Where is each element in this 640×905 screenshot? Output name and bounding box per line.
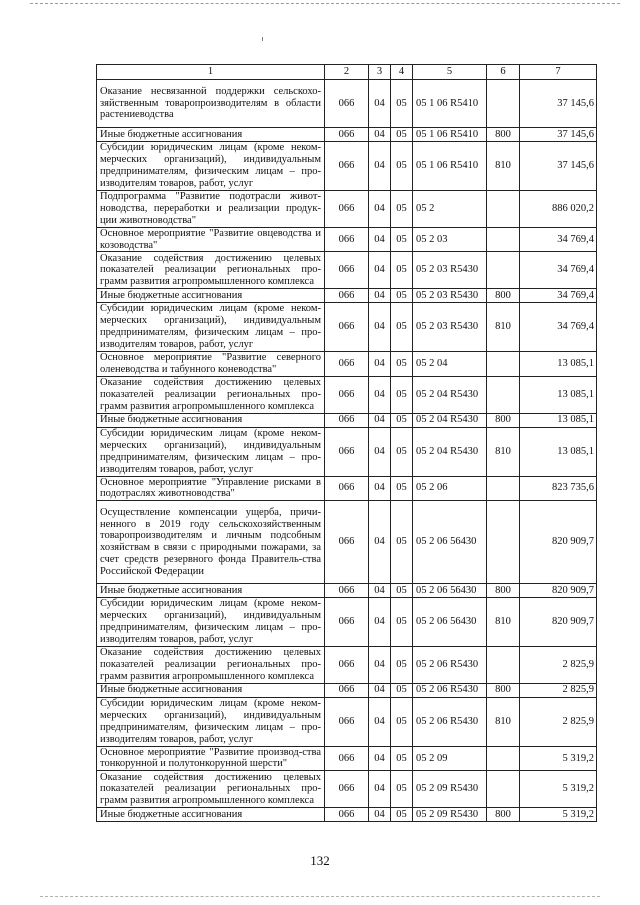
row-section-cell: 04: [369, 697, 391, 746]
row-name-cell: Субсидии юридическим лицам (кроме неком-мерческих организаций), индивидуальным предпринимателям, физическим лицам – про-изводителям товаров, работ, услуг: [97, 142, 325, 191]
row-subsection-cell: 05: [391, 252, 413, 289]
row-subsection-cell: 05: [391, 476, 413, 501]
row-subsection-cell: 05: [391, 80, 413, 128]
row-amount-cell: 34 769,4: [520, 227, 597, 252]
row-amount-cell: 37 145,6: [520, 128, 597, 142]
table-row: [97, 190, 597, 227]
row-subsection-cell: 05: [391, 413, 413, 427]
row-section-cell: 04: [369, 646, 391, 683]
row-section-cell: 04: [369, 289, 391, 303]
row-target-article-cell: 05 2 03 R5430: [413, 289, 487, 303]
row-amount-cell: 5 319,2: [520, 746, 597, 771]
row-code-cell: 066: [325, 142, 369, 191]
table-body: [97, 65, 597, 822]
page-number: 132: [310, 853, 330, 868]
row-name-cell: Оказание содействия достижению целевых показателей реализации региональных про-грамм развития агропромышленного комплекса: [97, 376, 325, 413]
row-amount-cell: 2 825,9: [520, 683, 597, 697]
row-target-article-cell: 05 2 06 56430: [413, 584, 487, 598]
row-target-article-cell: 05 2 04 R5430: [413, 413, 487, 427]
row-subsection-cell: 05: [391, 697, 413, 746]
row-name-cell: Иные бюджетные ассигнования: [97, 584, 325, 598]
row-subsection-cell: 05: [391, 190, 413, 227]
row-target-article-cell: 05 1 06 R5410: [413, 142, 487, 191]
table-row: [97, 352, 597, 377]
row-subsection-cell: 05: [391, 376, 413, 413]
row-name-cell: Осуществление компенсации ущерба, причи-ненного в 2019 году сельскохозяйственным товаропроизводителям и личным подсобным хозяйствам в связи с природными пожарами, за счет средств резервного фонда Правитель-ства Российской Федерации: [97, 501, 325, 584]
row-section-cell: 04: [369, 771, 391, 808]
row-subsection-cell: 05: [391, 142, 413, 191]
row-code-cell: 066: [325, 289, 369, 303]
header-cell-3: 3: [369, 65, 391, 80]
row-target-article-cell: 05 2 09 R5430: [413, 771, 487, 808]
row-expense-type-cell: 800: [487, 584, 520, 598]
row-target-article-cell: 05 2 06 R5430: [413, 697, 487, 746]
row-amount-cell: 37 145,6: [520, 80, 597, 128]
row-amount-cell: 5 319,2: [520, 808, 597, 822]
budget-table: [96, 64, 597, 822]
row-target-article-cell: 05 2 03 R5430: [413, 303, 487, 352]
row-target-article-cell: 05 2 04 R5430: [413, 427, 487, 476]
row-name-cell: Иные бюджетные ассигнования: [97, 683, 325, 697]
row-target-article-cell: 05 1 06 R5410: [413, 80, 487, 128]
row-expense-type-cell: [487, 80, 520, 128]
row-name-cell: Субсидии юридическим лицам (кроме неком-мерческих организаций), индивидуальным предпринимателям, физическим лицам – про-изводителям товаров, работ, услуг: [97, 598, 325, 647]
row-amount-cell: 37 145,6: [520, 142, 597, 191]
row-expense-type-cell: [487, 646, 520, 683]
row-name-cell: Субсидии юридическим лицам (кроме неком-мерческих организаций), индивидуальным предпринимателям, физическим лицам – про-изводителям товаров, работ, услуг: [97, 697, 325, 746]
header-cell-4: 4: [391, 65, 413, 80]
row-name-cell: Основное мероприятие "Развитие северного оленеводства и табунного коневодства": [97, 352, 325, 377]
table-row: [97, 646, 597, 683]
table-row: [97, 142, 597, 191]
row-expense-type-cell: 810: [487, 142, 520, 191]
row-section-cell: 04: [369, 746, 391, 771]
row-code-cell: 066: [325, 190, 369, 227]
table-row: [97, 501, 597, 584]
table-row: [97, 427, 597, 476]
row-code-cell: 066: [325, 427, 369, 476]
row-subsection-cell: 05: [391, 771, 413, 808]
row-expense-type-cell: [487, 352, 520, 377]
scan-speck: [262, 37, 263, 41]
row-target-article-cell: 05 2 06 56430: [413, 598, 487, 647]
row-section-cell: 04: [369, 584, 391, 598]
table-row: [97, 227, 597, 252]
row-code-cell: 066: [325, 746, 369, 771]
row-name-cell: Основное мероприятие "Управление рисками в подотраслях животноводства": [97, 476, 325, 501]
row-expense-type-cell: 810: [487, 303, 520, 352]
row-target-article-cell: 05 2 06 56430: [413, 501, 487, 584]
table-row: [97, 476, 597, 501]
row-name-cell: Субсидии юридическим лицам (кроме неком-мерческих организаций), индивидуальным предпринимателям, физическим лицам – про-изводителям товаров, работ, услуг: [97, 427, 325, 476]
row-code-cell: 066: [325, 584, 369, 598]
table-row: [97, 697, 597, 746]
table-row: [97, 584, 597, 598]
row-section-cell: 04: [369, 303, 391, 352]
row-expense-type-cell: 810: [487, 697, 520, 746]
row-name-cell: Оказание содействия достижению целевых показателей реализации региональных про-грамм развития агропромышленного комплекса: [97, 771, 325, 808]
row-amount-cell: 34 769,4: [520, 252, 597, 289]
row-target-article-cell: 05 1 06 R5410: [413, 128, 487, 142]
row-amount-cell: 2 825,9: [520, 697, 597, 746]
row-subsection-cell: 05: [391, 427, 413, 476]
table-row: [97, 289, 597, 303]
row-subsection-cell: 05: [391, 303, 413, 352]
row-amount-cell: 820 909,7: [520, 584, 597, 598]
row-section-cell: 04: [369, 252, 391, 289]
table-row: [97, 808, 597, 822]
row-name-cell: Основное мероприятие "Развитие овцеводства и козоводства": [97, 227, 325, 252]
row-expense-type-cell: [487, 746, 520, 771]
row-expense-type-cell: 800: [487, 128, 520, 142]
table-row: [97, 598, 597, 647]
row-target-article-cell: 05 2 06 R5430: [413, 683, 487, 697]
row-section-cell: 04: [369, 476, 391, 501]
row-name-cell: Оказание содействия достижению целевых показателей реализации региональных про-грамм развития агропромышленного комплекса: [97, 252, 325, 289]
row-section-cell: 04: [369, 128, 391, 142]
row-section-cell: 04: [369, 808, 391, 822]
row-subsection-cell: 05: [391, 352, 413, 377]
row-expense-type-cell: 800: [487, 413, 520, 427]
row-amount-cell: 13 085,1: [520, 413, 597, 427]
row-code-cell: 066: [325, 352, 369, 377]
row-name-cell: Подпрограмма "Развитие подотрасли живот-новодства, переработки и реализации продук-ции животноводства": [97, 190, 325, 227]
row-section-cell: 04: [369, 598, 391, 647]
row-code-cell: 066: [325, 598, 369, 647]
row-subsection-cell: 05: [391, 808, 413, 822]
table-row: [97, 252, 597, 289]
row-name-cell: Субсидии юридическим лицам (кроме неком-мерческих организаций), индивидуальным предпринимателям, физическим лицам – про-изводителям товаров, работ, услуг: [97, 303, 325, 352]
row-subsection-cell: 05: [391, 227, 413, 252]
row-section-cell: 04: [369, 376, 391, 413]
header-cell-6: 6: [487, 65, 520, 80]
table-row: [97, 376, 597, 413]
row-subsection-cell: 05: [391, 501, 413, 584]
table-row: [97, 80, 597, 128]
header-cell-7: 7: [520, 65, 597, 80]
row-section-cell: 04: [369, 142, 391, 191]
table-row: [97, 303, 597, 352]
row-expense-type-cell: 800: [487, 289, 520, 303]
row-section-cell: 04: [369, 683, 391, 697]
row-subsection-cell: 05: [391, 746, 413, 771]
row-code-cell: 066: [325, 128, 369, 142]
row-section-cell: 04: [369, 80, 391, 128]
row-code-cell: 066: [325, 303, 369, 352]
row-amount-cell: 2 825,9: [520, 646, 597, 683]
row-code-cell: 066: [325, 80, 369, 128]
table-header-row: [97, 65, 597, 80]
row-code-cell: 066: [325, 376, 369, 413]
row-target-article-cell: 05 2 06 R5430: [413, 646, 487, 683]
row-code-cell: 066: [325, 476, 369, 501]
row-amount-cell: 5 319,2: [520, 771, 597, 808]
table-row: [97, 746, 597, 771]
row-section-cell: 04: [369, 352, 391, 377]
row-expense-type-cell: [487, 476, 520, 501]
header-cell-1: 1: [97, 65, 325, 80]
row-name-cell: Иные бюджетные ассигнования: [97, 289, 325, 303]
header-cell-2: 2: [325, 65, 369, 80]
row-subsection-cell: 05: [391, 598, 413, 647]
row-subsection-cell: 05: [391, 646, 413, 683]
scan-artifact-top: [30, 3, 620, 4]
table-row: [97, 413, 597, 427]
row-target-article-cell: 05 2 09 R5430: [413, 808, 487, 822]
row-name-cell: Оказание несвязанной поддержки сельскохо-зяйственным товаропроизводителям в области растениеводства: [97, 80, 325, 128]
row-amount-cell: 823 735,6: [520, 476, 597, 501]
row-target-article-cell: 05 2 04 R5430: [413, 376, 487, 413]
row-subsection-cell: 05: [391, 289, 413, 303]
row-code-cell: 066: [325, 252, 369, 289]
row-amount-cell: 886 020,2: [520, 190, 597, 227]
row-subsection-cell: 05: [391, 584, 413, 598]
table-row: [97, 683, 597, 697]
row-expense-type-cell: 810: [487, 427, 520, 476]
row-amount-cell: 34 769,4: [520, 289, 597, 303]
row-amount-cell: 13 085,1: [520, 427, 597, 476]
row-expense-type-cell: [487, 227, 520, 252]
row-section-cell: 04: [369, 190, 391, 227]
row-code-cell: 066: [325, 771, 369, 808]
row-code-cell: 066: [325, 413, 369, 427]
row-target-article-cell: 05 2 03: [413, 227, 487, 252]
header-cell-5: 5: [413, 65, 487, 80]
row-section-cell: 04: [369, 427, 391, 476]
row-name-cell: Иные бюджетные ассигнования: [97, 808, 325, 822]
row-name-cell: Оказание содействия достижению целевых показателей реализации региональных про-грамм развития агропромышленного комплекса: [97, 646, 325, 683]
row-amount-cell: 34 769,4: [520, 303, 597, 352]
table-row: [97, 128, 597, 142]
row-section-cell: 04: [369, 227, 391, 252]
row-expense-type-cell: [487, 501, 520, 584]
row-section-cell: 04: [369, 501, 391, 584]
row-expense-type-cell: 800: [487, 808, 520, 822]
row-subsection-cell: 05: [391, 683, 413, 697]
row-section-cell: 04: [369, 413, 391, 427]
row-code-cell: 066: [325, 227, 369, 252]
row-code-cell: 066: [325, 501, 369, 584]
table-row: [97, 771, 597, 808]
row-target-article-cell: 05 2: [413, 190, 487, 227]
row-expense-type-cell: [487, 190, 520, 227]
row-target-article-cell: 05 2 09: [413, 746, 487, 771]
row-expense-type-cell: [487, 376, 520, 413]
row-expense-type-cell: [487, 252, 520, 289]
row-code-cell: 066: [325, 697, 369, 746]
row-name-cell: Иные бюджетные ассигнования: [97, 413, 325, 427]
row-target-article-cell: 05 2 04: [413, 352, 487, 377]
row-amount-cell: 820 909,7: [520, 501, 597, 584]
row-code-cell: 066: [325, 646, 369, 683]
row-target-article-cell: 05 2 06: [413, 476, 487, 501]
row-amount-cell: 13 085,1: [520, 352, 597, 377]
row-expense-type-cell: 810: [487, 598, 520, 647]
row-expense-type-cell: [487, 771, 520, 808]
row-name-cell: Иные бюджетные ассигнования: [97, 128, 325, 142]
row-subsection-cell: 05: [391, 128, 413, 142]
row-expense-type-cell: 800: [487, 683, 520, 697]
row-code-cell: 066: [325, 808, 369, 822]
row-amount-cell: 13 085,1: [520, 376, 597, 413]
scan-artifact-bottom: [40, 896, 600, 897]
row-code-cell: 066: [325, 683, 369, 697]
row-name-cell: Основное мероприятие "Развитие производ-ства тонкорунной и полутонкорунной шерсти": [97, 746, 325, 771]
row-target-article-cell: 05 2 03 R5430: [413, 252, 487, 289]
row-amount-cell: 820 909,7: [520, 598, 597, 647]
